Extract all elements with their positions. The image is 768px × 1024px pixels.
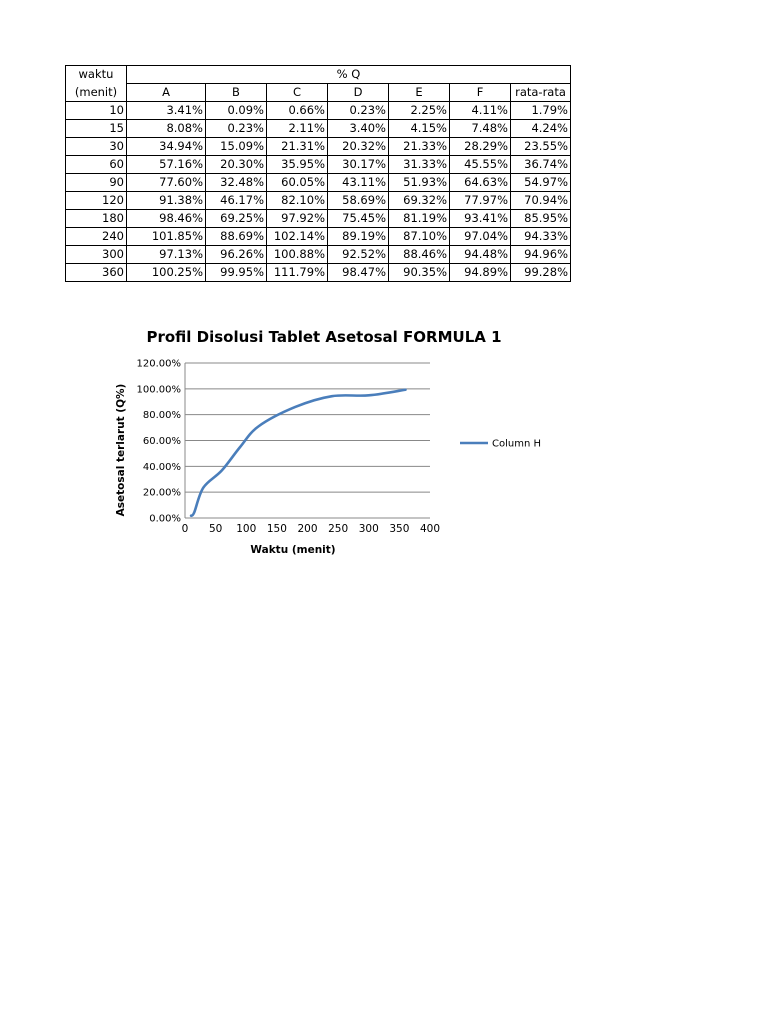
value-cell: 97.92% — [267, 210, 328, 228]
value-cell: 77.97% — [450, 192, 511, 210]
value-cell: 93.41% — [450, 210, 511, 228]
column-header: A — [127, 84, 206, 102]
data-table — [65, 65, 571, 282]
time-cell: 180 — [66, 210, 127, 228]
x-tick-label: 250 — [328, 523, 349, 535]
value-cell: 94.33% — [511, 228, 571, 246]
value-cell: 89.19% — [328, 228, 389, 246]
value-cell: 34.94% — [127, 138, 206, 156]
value-cell: 31.33% — [389, 156, 450, 174]
table-row — [66, 246, 571, 264]
value-cell: 57.16% — [127, 156, 206, 174]
time-unit-header: (menit) — [66, 84, 127, 102]
series-lines — [191, 390, 405, 516]
grid-lines — [185, 363, 430, 492]
value-cell: 88.46% — [389, 246, 450, 264]
table-row — [66, 228, 571, 246]
value-cell: 43.11% — [328, 174, 389, 192]
y-tick-label: 60.00% — [142, 436, 181, 447]
header-row-1 — [66, 66, 571, 84]
time-cell: 360 — [66, 264, 127, 282]
x-tick-label: 150 — [266, 523, 287, 535]
value-cell: 28.29% — [450, 138, 511, 156]
column-header: rata-rata — [511, 84, 571, 102]
series-line — [191, 390, 405, 516]
value-cell: 87.10% — [389, 228, 450, 246]
value-cell: 94.96% — [511, 246, 571, 264]
value-cell: 3.40% — [328, 120, 389, 138]
table-body — [66, 66, 571, 282]
table-row — [66, 210, 571, 228]
value-cell: 7.48% — [450, 120, 511, 138]
value-cell: 101.85% — [127, 228, 206, 246]
value-cell: 99.95% — [206, 264, 267, 282]
value-cell: 36.74% — [511, 156, 571, 174]
value-cell: 85.95% — [511, 210, 571, 228]
time-cell: 90 — [66, 174, 127, 192]
value-cell: 2.11% — [267, 120, 328, 138]
value-cell: 0.23% — [206, 120, 267, 138]
value-cell: 8.08% — [127, 120, 206, 138]
x-tick-label: 200 — [297, 523, 318, 535]
value-cell: 70.94% — [511, 192, 571, 210]
value-cell: 98.46% — [127, 210, 206, 228]
value-cell: 1.79% — [511, 102, 571, 120]
value-cell: 102.14% — [267, 228, 328, 246]
value-cell: 0.09% — [206, 102, 267, 120]
table-row — [66, 120, 571, 138]
column-header: D — [328, 84, 389, 102]
value-cell: 69.32% — [389, 192, 450, 210]
value-cell: 82.10% — [267, 192, 328, 210]
legend — [460, 439, 541, 450]
y-tick-label: 100.00% — [136, 384, 181, 396]
value-cell: 35.95% — [267, 156, 328, 174]
value-cell: 51.93% — [389, 174, 450, 192]
value-cell: 96.26% — [206, 246, 267, 264]
value-cell: 97.13% — [127, 246, 206, 264]
table-row — [66, 138, 571, 156]
value-cell: 64.63% — [450, 174, 511, 192]
value-cell: 94.48% — [450, 246, 511, 264]
value-cell: 75.45% — [328, 210, 389, 228]
time-cell: 120 — [66, 192, 127, 210]
table-row — [66, 156, 571, 174]
value-cell: 20.30% — [206, 156, 267, 174]
time-cell: 15 — [66, 120, 127, 138]
table-row — [66, 264, 571, 282]
value-cell: 4.24% — [511, 120, 571, 138]
value-cell: 2.25% — [389, 102, 450, 120]
value-cell: 0.23% — [328, 102, 389, 120]
time-cell: 240 — [66, 228, 127, 246]
value-cell: 45.55% — [450, 156, 511, 174]
value-cell: 69.25% — [206, 210, 267, 228]
table-row — [66, 192, 571, 210]
time-header: waktu — [66, 66, 127, 84]
value-cell: 21.31% — [267, 138, 328, 156]
dissolution-chart — [100, 318, 580, 568]
value-cell: 100.25% — [127, 264, 206, 282]
time-cell: 300 — [66, 246, 127, 264]
value-cell: 88.69% — [206, 228, 267, 246]
value-cell: 4.15% — [389, 120, 450, 138]
x-axis-label: Waktu (menit) — [250, 544, 336, 556]
y-tick-label: 120.00% — [136, 358, 181, 370]
y-tick-label: 40.00% — [142, 461, 181, 473]
value-cell: 99.28% — [511, 264, 571, 282]
value-cell: 94.89% — [450, 264, 511, 282]
y-tick-label: 0.00% — [149, 513, 181, 525]
chart-title: Profil Disolusi Tablet Asetosal FORMULA 1 — [146, 328, 502, 346]
value-cell: 58.69% — [328, 192, 389, 210]
legend-label: Column H — [492, 438, 541, 450]
x-tick-label: 100 — [236, 523, 257, 535]
x-tick-label: 300 — [358, 523, 379, 535]
time-cell: 10 — [66, 102, 127, 120]
value-cell: 0.66% — [267, 102, 328, 120]
y-tick-label: 80.00% — [142, 410, 181, 422]
value-cell: 46.17% — [206, 192, 267, 210]
value-cell: 20.32% — [328, 138, 389, 156]
value-cell: 98.47% — [328, 264, 389, 282]
value-cell: 3.41% — [127, 102, 206, 120]
value-cell: 15.09% — [206, 138, 267, 156]
x-tick-label: 50 — [208, 523, 223, 535]
time-cell: 60 — [66, 156, 127, 174]
x-tick-label: 350 — [389, 523, 410, 535]
value-cell: 97.04% — [450, 228, 511, 246]
group-header: % Q — [127, 66, 571, 84]
x-tick-label: 400 — [419, 523, 441, 535]
value-cell: 32.48% — [206, 174, 267, 192]
column-header: F — [450, 84, 511, 102]
value-cell: 4.11% — [450, 102, 511, 120]
x-tick-label: 0 — [181, 523, 189, 535]
column-header: C — [267, 84, 328, 102]
value-cell: 100.88% — [267, 246, 328, 264]
column-header: E — [389, 84, 450, 102]
value-cell: 77.60% — [127, 174, 206, 192]
value-cell: 111.79% — [267, 264, 328, 282]
value-cell: 81.19% — [389, 210, 450, 228]
y-tick-label: 20.00% — [142, 487, 181, 499]
header-row-2 — [66, 84, 571, 102]
value-cell: 92.52% — [328, 246, 389, 264]
value-cell: 23.55% — [511, 138, 571, 156]
column-header: B — [206, 84, 267, 102]
value-cell: 54.97% — [511, 174, 571, 192]
y-axis-label: Asetosal terlarut (Q%) — [115, 383, 127, 517]
table-row — [66, 174, 571, 192]
table-row — [66, 102, 571, 120]
time-cell: 30 — [66, 138, 127, 156]
tick-labels — [137, 359, 441, 536]
value-cell: 30.17% — [328, 156, 389, 174]
value-cell: 60.05% — [267, 174, 328, 192]
value-cell: 90.35% — [389, 264, 450, 282]
value-cell: 91.38% — [127, 192, 206, 210]
value-cell: 21.33% — [389, 138, 450, 156]
